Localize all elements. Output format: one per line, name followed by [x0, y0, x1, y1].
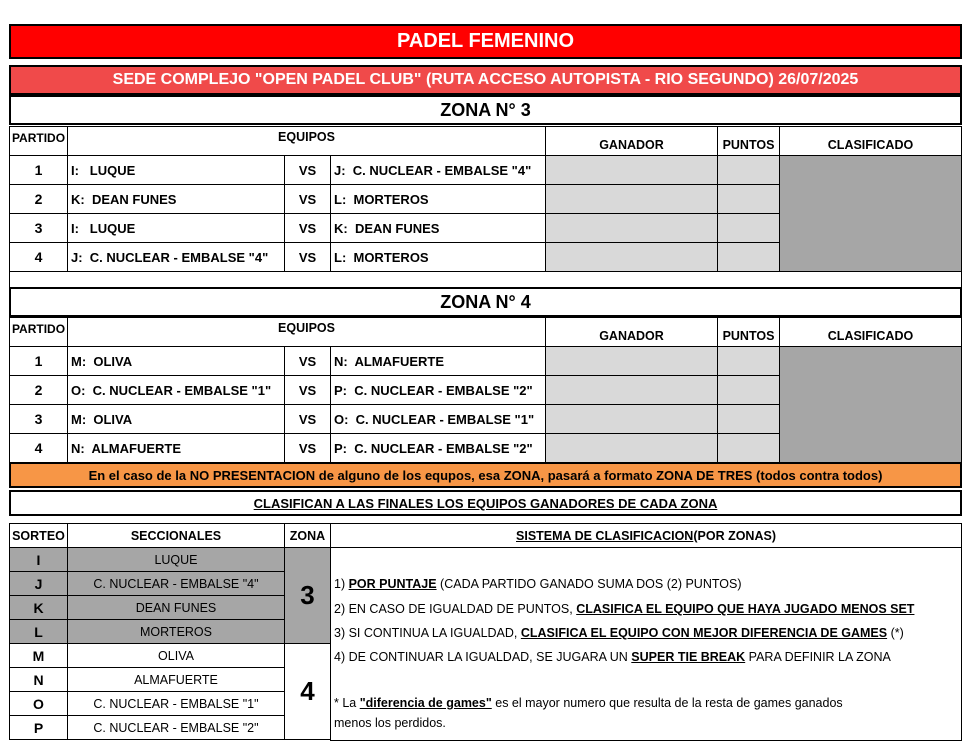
- puntos-cell[interactable]: [717, 213, 780, 243]
- clasificado-header: CLASIFICADO: [779, 317, 962, 347]
- seccional-name: OLIVA: [67, 643, 285, 668]
- puntos-cell[interactable]: [717, 433, 780, 463]
- ganador-cell[interactable]: [545, 242, 718, 272]
- sorteo-header: SORTEO: [9, 523, 68, 548]
- partido-number: 3: [9, 213, 68, 243]
- vs-label: VS: [284, 155, 331, 185]
- rule-4-prefix: 4) DE CONTINUAR LA IGUALDAD, SE JUGARA UN: [334, 650, 632, 664]
- zona-3-title: ZONA N° 3: [9, 95, 962, 125]
- sorteo-letter: L: [9, 619, 68, 644]
- rule-3-bold: CLASIFICA EL EQUIPO CON MEJOR DIFERENCIA DE GAMES: [520, 626, 888, 640]
- note-prefix: * La: [334, 696, 360, 710]
- sorteo-letter: P: [9, 715, 68, 740]
- ganador-cell[interactable]: [545, 213, 718, 243]
- note-rest: es el mayor numero que resulta de la resta de games ganados: [491, 696, 843, 710]
- ganador-cell[interactable]: [545, 184, 718, 214]
- ganador-cell[interactable]: [545, 375, 718, 405]
- zona-4-group: 4: [284, 643, 331, 740]
- sorteo-letter: M: [9, 643, 68, 668]
- team-a: M: OLIVA: [67, 404, 285, 434]
- seccional-name: MORTEROS: [67, 619, 285, 644]
- sistema-header-rest: (POR ZONAS): [693, 528, 776, 543]
- sede-subtitle: SEDE COMPLEJO "OPEN PADEL CLUB" (RUTA ACCESO AUTOPISTA - RIO SEGUNDO) 26/07/2025: [9, 65, 962, 95]
- vs-label: VS: [284, 433, 331, 463]
- team-b: J: C. NUCLEAR - EMBALSE "4": [330, 155, 546, 185]
- clasificado-cell[interactable]: [779, 346, 962, 463]
- seccional-name: C. NUCLEAR - EMBALSE "4": [67, 571, 285, 596]
- zona-3-group: 3: [284, 547, 331, 644]
- team-b: O: C. NUCLEAR - EMBALSE "1": [330, 404, 546, 434]
- seccional-name: C. NUCLEAR - EMBALSE "1": [67, 691, 285, 716]
- rule-3-prefix: 3) SI CONTINUA LA IGUALDAD,: [334, 626, 521, 640]
- vs-label: VS: [284, 346, 331, 376]
- rule-4-rest: PARA DEFINIR LA ZONA: [745, 650, 891, 664]
- equipos-header: EQUIPOS: [67, 317, 546, 347]
- team-a: K: DEAN FUNES: [67, 184, 285, 214]
- ganador-cell[interactable]: [545, 433, 718, 463]
- vs-label: VS: [284, 404, 331, 434]
- seccional-name: LUQUE: [67, 547, 285, 572]
- puntos-cell[interactable]: [717, 155, 780, 185]
- partido-number: 1: [9, 155, 68, 185]
- zona-header: ZONA: [284, 523, 331, 548]
- sorteo-letter: O: [9, 691, 68, 716]
- puntos-cell[interactable]: [717, 404, 780, 434]
- puntos-header: PUNTOS: [717, 126, 780, 156]
- partido-number: 4: [9, 433, 68, 463]
- team-a: M: OLIVA: [67, 346, 285, 376]
- partido-number: 3: [9, 404, 68, 434]
- spacer-row: [9, 271, 962, 288]
- rule-2: [334, 602, 914, 616]
- zona-4-title: ZONA N° 4: [9, 287, 962, 317]
- sistema-header: [330, 523, 962, 548]
- vs-label: VS: [284, 184, 331, 214]
- rule-1-bold: POR PUNTAJE: [348, 577, 437, 591]
- puntos-header: PUNTOS: [717, 317, 780, 347]
- partido-number: 2: [9, 184, 68, 214]
- rule-1: [334, 577, 742, 591]
- sorteo-letter: J: [9, 571, 68, 596]
- team-a: I: LUQUE: [67, 213, 285, 243]
- games-note-line2: menos los perdidos.: [334, 716, 446, 730]
- sistema-header-main: SISTEMA DE CLASIFICACION: [516, 528, 694, 543]
- rule-1-rest: (CADA PARTIDO GANADO SUMA DOS (2) PUNTOS): [436, 577, 742, 591]
- page-title: PADEL FEMENINO: [9, 24, 962, 59]
- puntos-cell[interactable]: [717, 375, 780, 405]
- no-presentacion-notice: En el caso de la NO PRESENTACION de alguno de los equpos, esa ZONA, pasará a formato ZONA DE TRES (todos contra todos): [9, 462, 962, 488]
- note-bold: "diferencia de games": [359, 696, 492, 710]
- ganador-cell[interactable]: [545, 404, 718, 434]
- team-a: N: ALMAFUERTE: [67, 433, 285, 463]
- partido-header: PARTIDO: [9, 317, 68, 347]
- seccional-name: ALMAFUERTE: [67, 667, 285, 692]
- team-b: K: DEAN FUNES: [330, 213, 546, 243]
- team-b: L: MORTEROS: [330, 242, 546, 272]
- ganador-header: GANADOR: [545, 126, 718, 156]
- partido-number: 1: [9, 346, 68, 376]
- rule-2-bold: CLASIFICA EL EQUIPO QUE HAYA JUGADO MENOS SET: [576, 602, 915, 616]
- ganador-cell[interactable]: [545, 155, 718, 185]
- ganador-header: GANADOR: [545, 317, 718, 347]
- sorteo-letter: K: [9, 595, 68, 620]
- rule-1-prefix: 1): [334, 577, 349, 591]
- clasificado-header: CLASIFICADO: [779, 126, 962, 156]
- partido-number: 2: [9, 375, 68, 405]
- team-b: L: MORTEROS: [330, 184, 546, 214]
- sorteo-letter: I: [9, 547, 68, 572]
- team-b: N: ALMAFUERTE: [330, 346, 546, 376]
- team-a: O: C. NUCLEAR - EMBALSE "1": [67, 375, 285, 405]
- team-a: I: LUQUE: [67, 155, 285, 185]
- equipos-header: EQUIPOS: [67, 126, 546, 156]
- ganador-cell[interactable]: [545, 346, 718, 376]
- team-a: J: C. NUCLEAR - EMBALSE "4": [67, 242, 285, 272]
- team-b: P: C. NUCLEAR - EMBALSE "2": [330, 375, 546, 405]
- rule-3: [334, 626, 904, 640]
- partido-number: 4: [9, 242, 68, 272]
- vs-label: VS: [284, 242, 331, 272]
- seccional-name: C. NUCLEAR - EMBALSE "2": [67, 715, 285, 740]
- rule-2-prefix: 2) EN CASO DE IGUALDAD DE PUNTOS,: [334, 602, 577, 616]
- seccional-name: DEAN FUNES: [67, 595, 285, 620]
- vs-label: VS: [284, 375, 331, 405]
- team-b: P: C. NUCLEAR - EMBALSE "2": [330, 433, 546, 463]
- vs-label: VS: [284, 213, 331, 243]
- rule-3-rest: (*): [887, 626, 904, 640]
- puntos-cell[interactable]: [717, 242, 780, 272]
- games-note: [334, 696, 843, 710]
- clasifican-notice: CLASIFICAN A LAS FINALES LOS EQUIPOS GANADORES DE CADA ZONA: [9, 490, 962, 516]
- seccionales-header: SECCIONALES: [67, 523, 285, 548]
- puntos-cell[interactable]: [717, 346, 780, 376]
- clasificado-cell[interactable]: [779, 155, 962, 272]
- puntos-cell[interactable]: [717, 184, 780, 214]
- rule-4: [334, 650, 891, 664]
- rule-4-bold: SUPER TIE BREAK: [631, 650, 746, 664]
- sorteo-letter: N: [9, 667, 68, 692]
- partido-header: PARTIDO: [9, 126, 68, 156]
